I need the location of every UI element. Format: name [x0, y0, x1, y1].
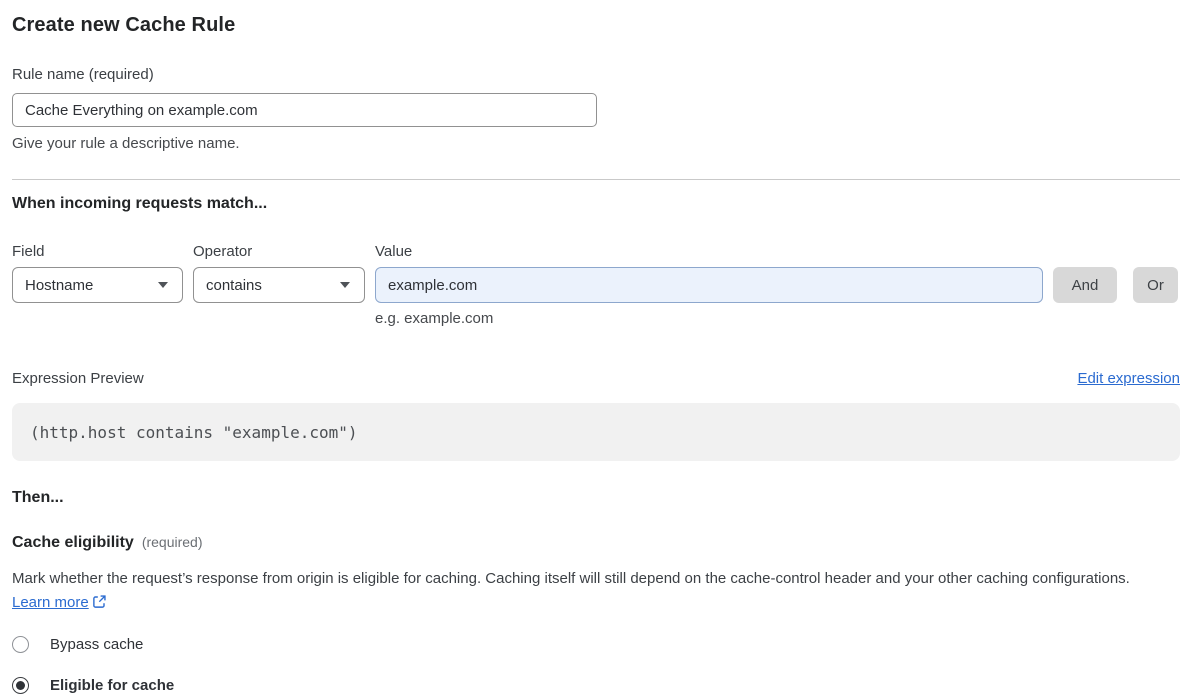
edit-expression-link[interactable]: Edit expression — [1077, 370, 1180, 387]
cache-eligibility-description — [12, 567, 1162, 615]
value-help: e.g. example.com — [375, 310, 494, 327]
radio-unselected-icon — [12, 636, 29, 653]
cache-eligibility-heading-row — [12, 534, 1180, 552]
match-column-labels — [12, 243, 1180, 260]
operator-label: Operator — [193, 243, 253, 260]
chevron-down-icon — [340, 282, 350, 288]
description-text: Mark whether the request’s response from origin is eligible for caching. Caching itself will still depend on the cache-control header and your other caching configurations. — [12, 570, 1130, 587]
rule-name-label: Rule name (required) — [12, 66, 154, 83]
expression-text: (http.host contains "example.com") — [30, 422, 358, 442]
operator-select[interactable] — [193, 267, 365, 303]
cache-eligibility-options — [12, 636, 1180, 694]
operator-selected-value: contains — [206, 276, 262, 294]
radio-option-eligible-for-cache[interactable] — [12, 677, 1180, 694]
field-label: Field — [12, 243, 45, 260]
field-selected-value: Hostname — [25, 276, 94, 294]
page-title: Create new Cache Rule — [12, 14, 236, 36]
field-select[interactable] — [12, 267, 183, 303]
radio-option-bypass-cache[interactable] — [12, 636, 1180, 653]
required-note: (required) — [141, 534, 203, 550]
expression-preview-label: Expression Preview — [12, 370, 144, 387]
rule-name-input[interactable] — [12, 93, 597, 127]
expression-preview-row — [12, 370, 1180, 387]
or-button[interactable]: Or — [1133, 267, 1178, 303]
radio-selected-icon — [12, 677, 29, 694]
match-section-heading: When incoming requests match... — [12, 195, 268, 212]
and-button[interactable]: And — [1053, 267, 1117, 303]
external-link-icon — [92, 594, 107, 609]
chevron-down-icon — [158, 282, 168, 288]
radio-label: Eligible for cache — [50, 677, 175, 694]
value-label: Value — [375, 243, 413, 260]
learn-more-link[interactable]: Learn more — [12, 594, 89, 611]
section-divider — [12, 179, 1180, 180]
match-controls-row — [12, 267, 1180, 303]
value-input[interactable] — [375, 267, 1043, 303]
cache-eligibility-heading: Cache eligibility — [12, 534, 134, 551]
radio-label: Bypass cache — [50, 636, 144, 653]
expression-preview-code — [12, 403, 1180, 461]
rule-name-help: Give your rule a descriptive name. — [12, 135, 240, 152]
then-section-heading: Then... — [12, 489, 64, 506]
